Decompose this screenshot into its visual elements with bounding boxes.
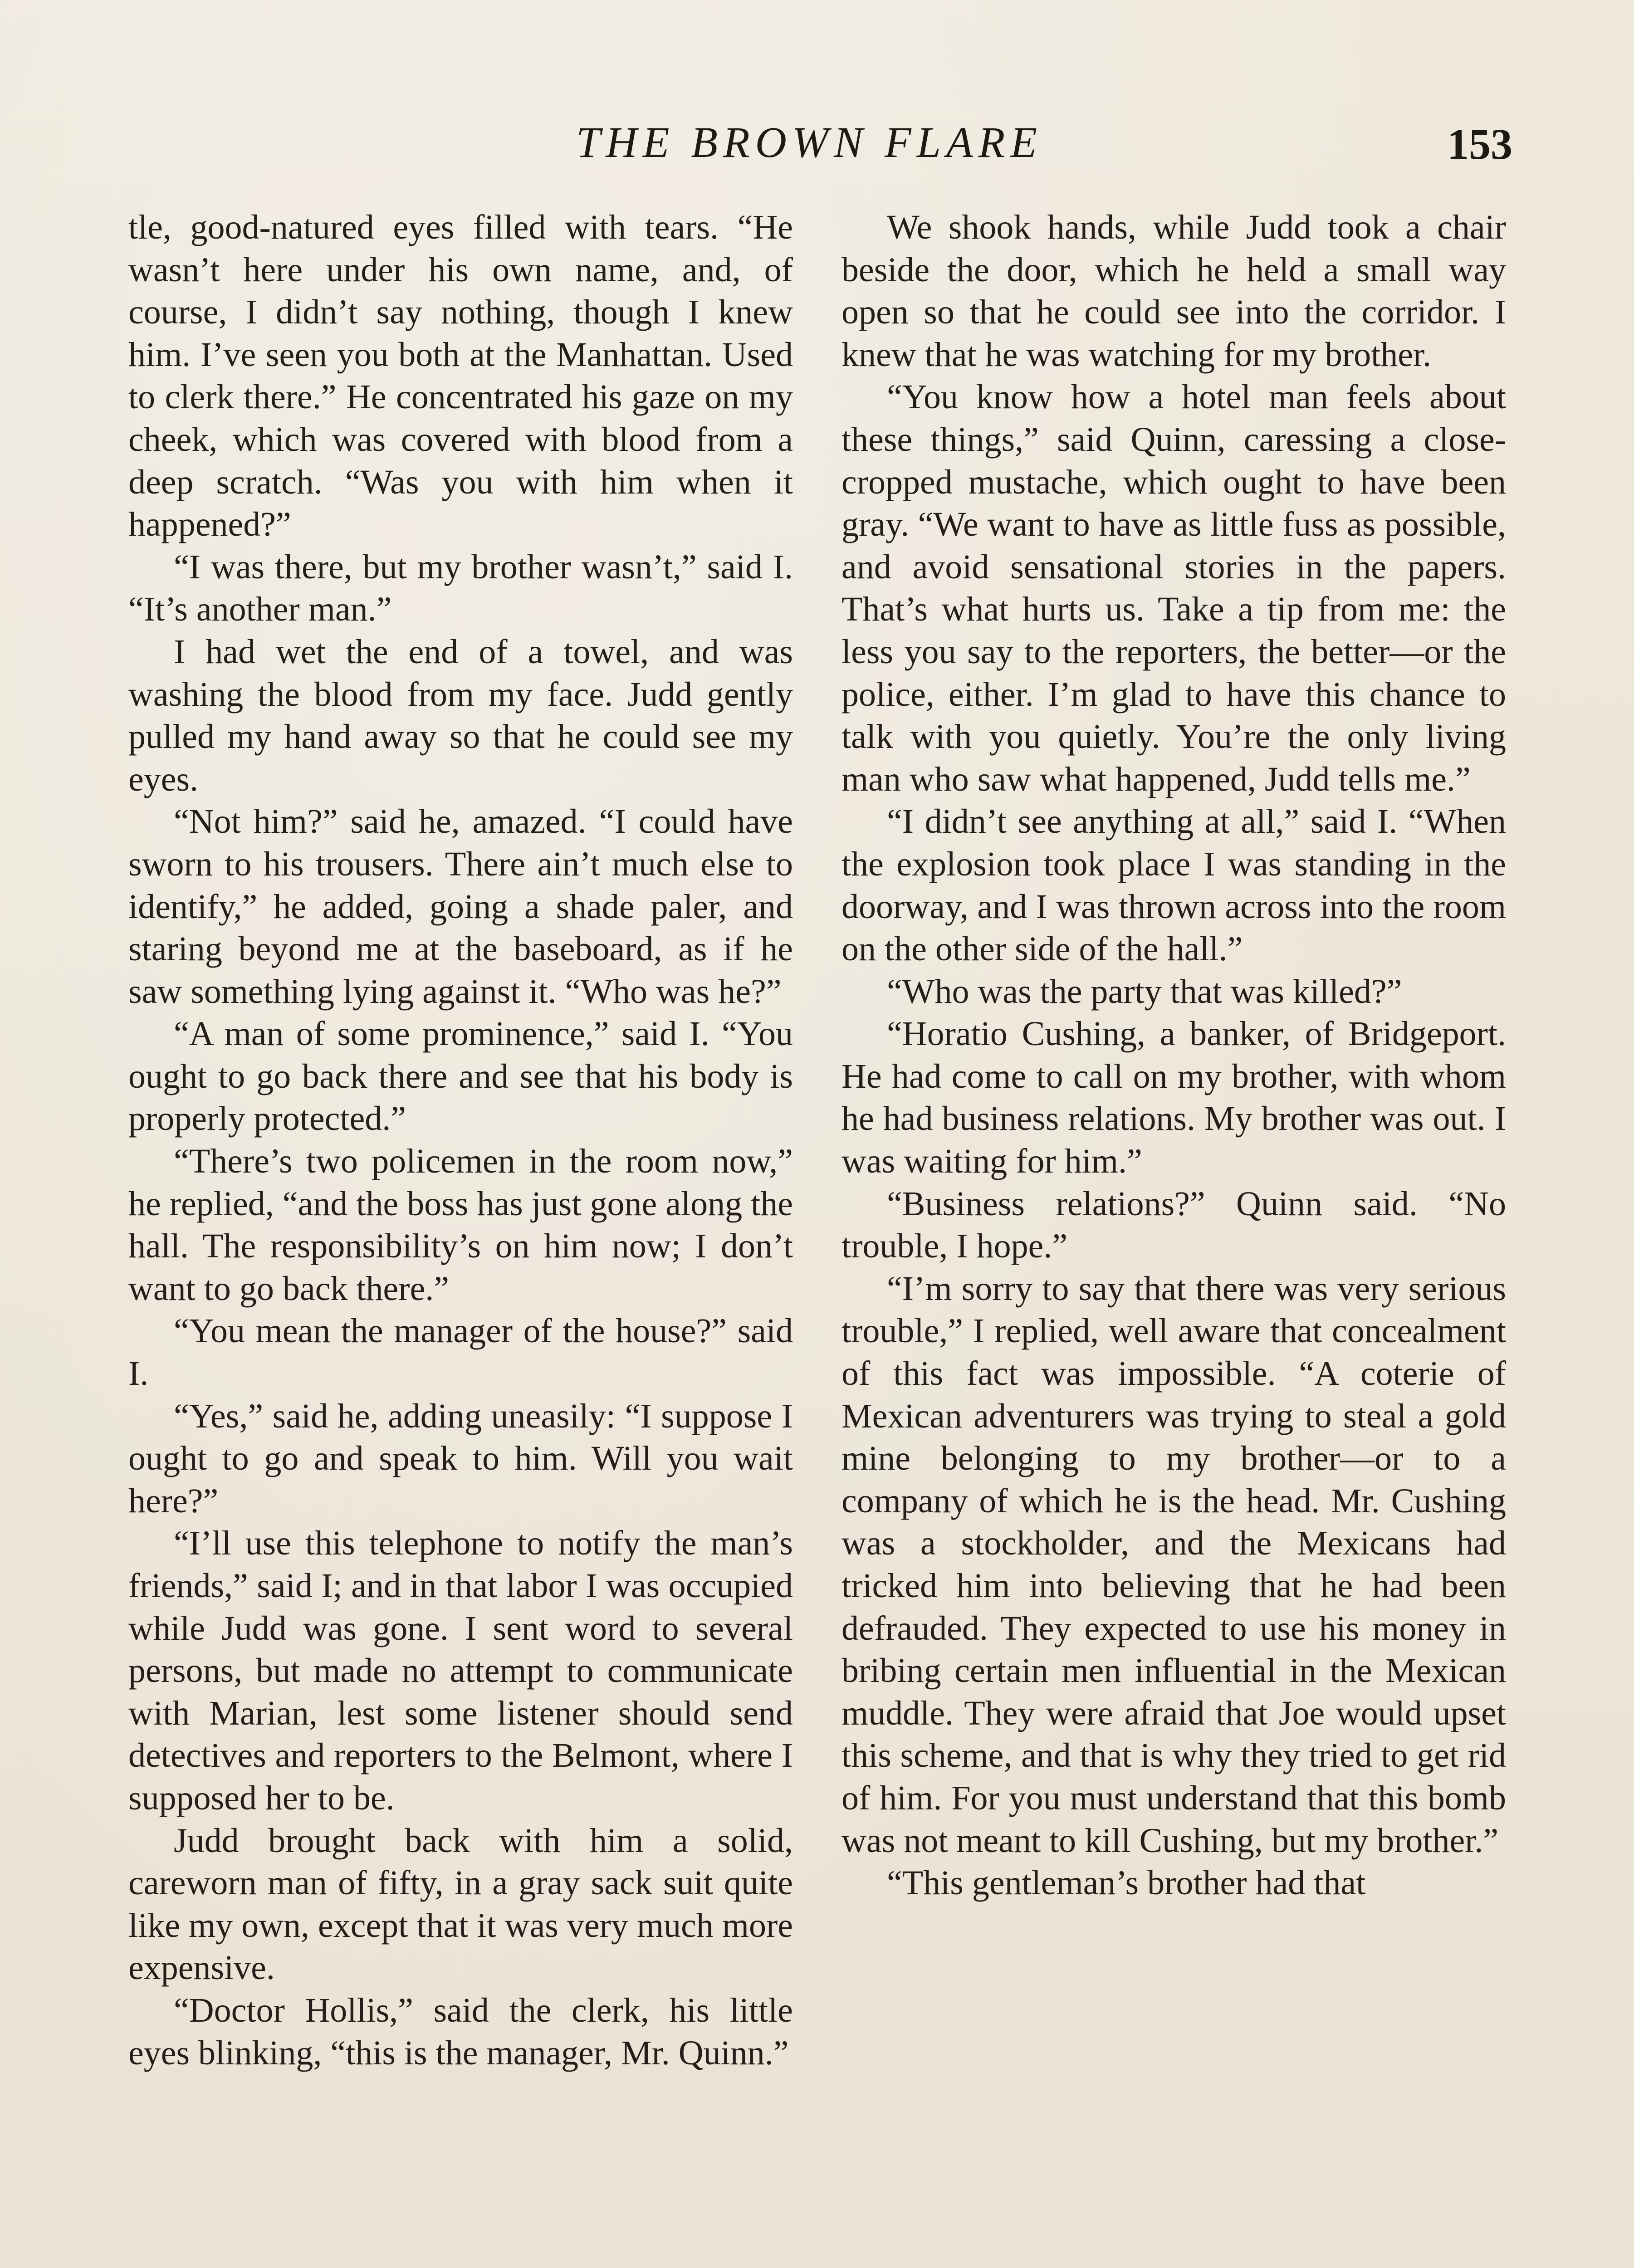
paragraph: “This gentleman’s brother had that [887, 1864, 1366, 1902]
paragraph: “Business relations?” Quinn said. “No trouble, I hope.” [841, 1184, 1506, 1266]
paragraph: “I’m sorry to say that there was very serious trouble,” I replied, well aware that concealment of this fact was impossible. “A coterie of Mexican adventurers was trying to steal a gold mine belonging to my brother—or to a company of which he is the head. Mr. Cushing was a stockholder, and the Mexicans had tricked him into believing that he had been defrauded. They expected to use his money in bribing certain men influential in the Mexican muddle. They were afraid that Joe would upset this scheme, and that is why they tried to get rid of him. For you must understand that this bomb was not meant to kill Cushing, but my brother.” [841, 1269, 1506, 1860]
left-column [128, 206, 793, 2074]
paragraph: “A man of some prominence,” said I. “You ought to go back there and see that his body is properly protected.” [128, 1015, 793, 1138]
right-column [841, 206, 1506, 1905]
paragraph: “Doctor Hollis,” said the clerk, his little eyes blinking, “this is the manager, Mr. Quinn.” [128, 1991, 793, 2072]
running-head: THE BROWN FLARE [576, 118, 1042, 166]
paragraph: “You know how a hotel man feels about these things,” said Quinn, caressing a close-cropped mustache, which ought to have been gray. “We want to have as little fuss as possible, and avoid sensational stories in the papers. That’s what hurts us. Take a tip from me: the less you say to the reporters, the better—or the police, either. I’m glad to have this chance to talk with you quietly. You’re the only living man who saw what happened, Judd tells me.” [841, 378, 1506, 798]
paragraph: “Horatio Cushing, a banker, of Bridgeport. He had come to call on my brother, with whom he had business relations. My brother was out. I was waiting for him.” [841, 1015, 1506, 1181]
paragraph: Judd brought back with him a solid, careworn man of fifty, in a gray sack suit quite like my own, except that it was very much more expensive. [128, 1821, 793, 1987]
paragraph: “Not him?” said he, amazed. “I could have sworn to his trousers. There ain’t much else to identify,” he added, going a shade paler, and staring beyond me at the baseboard, as if he saw something lying against it. “Who was he?” [128, 802, 793, 1011]
paragraph: I had wet the end of a towel, and was washing the blood from my face. Judd gently pulled my hand away so that he could see my eyes. [128, 632, 793, 798]
paragraph: “Yes,” said he, adding uneasily: “I suppose I ought to go and speak to him. Will you wait here?” [128, 1397, 793, 1520]
paragraph: “Who was the party that was killed?” [887, 972, 1402, 1011]
page-number: 153 [1447, 120, 1512, 168]
paragraph: tle, good-natured eyes filled with tears. “He wasn’t here under his own name, and, of course, I didn’t say nothing, though I knew him. I’ve seen you both at the Manhattan. Used to clerk there.” He concentrated his gaze on my cheek, which was covered with blood from a deep scratch. “Was you with him when it happened?” [128, 208, 793, 544]
paragraph: “I didn’t see anything at all,” said I. “When the explosion took place I was standing in the doorway, and I was thrown across into the room on the other side of the hall.” [841, 802, 1506, 968]
paragraph: We shook hands, while Judd took a chair beside the door, which he held a small way open so that he could see into the corridor. I knew that he was watching for my brother. [841, 208, 1506, 374]
paragraph: “I was there, but my brother wasn’t,” said I. “It’s another man.” [128, 547, 793, 629]
paragraph: “I’ll use this telephone to notify the man’s friends,” said I; and in that labor I was occupied while Judd was gone. I sent word to several persons, but made no attempt to communicate with Marian, lest some listener should send detectives and reporters to the Belmont, where I supposed her to be. [128, 1524, 793, 1817]
paragraph: “You mean the manager of the house?” said I. [128, 1312, 793, 1393]
paragraph: “There’s two policemen in the room now,” he replied, “and the boss has just gone along the hall. The responsibility’s on him now; I don’t want to go back there.” [128, 1142, 793, 1308]
